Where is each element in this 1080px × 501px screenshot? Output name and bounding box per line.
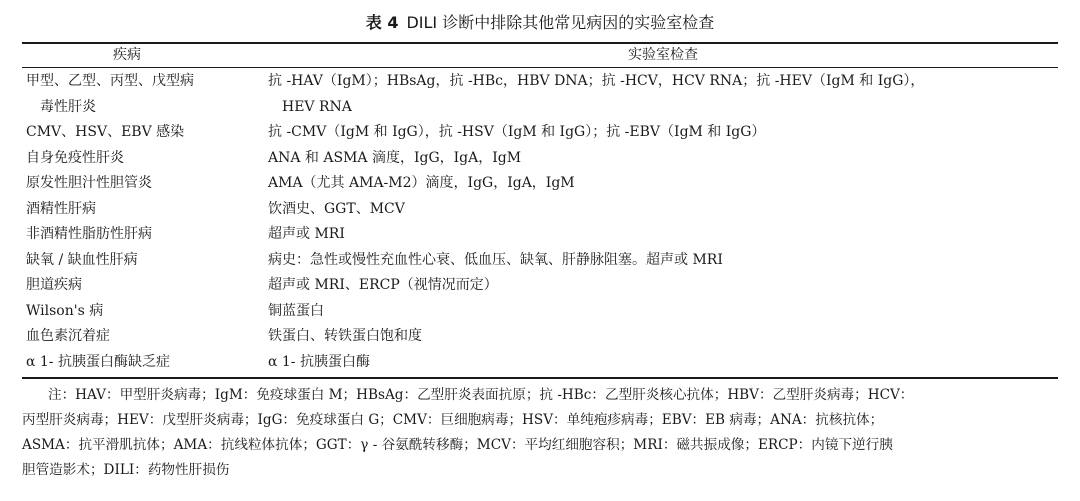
tests-cell bbox=[268, 299, 324, 325]
note-line: 注：HAV：甲型肝炎病毒；IgM：免疫球蛋白 M；HBsAg：乙型肝炎表面抗原；抗 -HBc：乙型肝炎核心抗体；HBV：乙型肝炎病毒；HCV： bbox=[48, 387, 914, 403]
table-row bbox=[22, 171, 1058, 197]
table-notes bbox=[22, 383, 1058, 483]
table-row bbox=[22, 69, 1058, 120]
disease-cell bbox=[26, 248, 138, 274]
table-row bbox=[22, 222, 1058, 248]
table-row bbox=[22, 120, 1058, 146]
tests-text: 抗 -HAV（IgM）；HBsAg，抗 -HBc，HBV DNA；抗 -HCV，HCV RNA；抗 -HEV（IgM 和 IgG）， bbox=[268, 73, 925, 89]
tests-text: 饮酒史、GGT、MCV bbox=[268, 200, 405, 217]
tests-text: 抗 -CMV（IgM 和 IgG），抗 -HSV（IgM 和 IgG）；抗 -EBV（IgM 和 IgG） bbox=[268, 124, 766, 140]
table-title-text: DILI 诊断中排除其他常见病因的实验室检查 bbox=[406, 13, 715, 32]
tests-cell bbox=[268, 171, 575, 197]
disease-text: 酒精性肝病 bbox=[26, 200, 96, 217]
tests-cell bbox=[268, 120, 765, 146]
table-row bbox=[22, 248, 1058, 274]
disease-text: Wilson's 病 bbox=[26, 302, 104, 319]
disease-cell bbox=[26, 324, 110, 350]
table-row bbox=[22, 299, 1058, 325]
disease-text: 毒性肝炎 bbox=[40, 98, 96, 115]
tests-cell bbox=[268, 324, 422, 350]
note-line: 胆管造影术；DILI：药物性肝损伤 bbox=[22, 462, 230, 478]
tests-text: ANA 和 ASMA 滴度，IgG，IgA，IgM bbox=[268, 149, 522, 166]
disease-text: 原发性胆汁性胆管炎 bbox=[26, 175, 152, 191]
disease-cell bbox=[26, 273, 82, 299]
table-row bbox=[22, 324, 1058, 350]
disease-text: α 1- 抗胰蛋白酶缺乏症 bbox=[26, 353, 170, 370]
tests-cell bbox=[268, 197, 405, 223]
tests-cell bbox=[268, 146, 521, 172]
tests-text: 超声或 MRI bbox=[268, 226, 345, 242]
disease-cell bbox=[26, 120, 184, 146]
tests-cell bbox=[268, 350, 370, 376]
header-disease: 疾病 bbox=[113, 47, 141, 63]
disease-text: 胆道疾病 bbox=[26, 277, 82, 293]
tests-cell bbox=[268, 248, 723, 274]
tests-text: AMA（尤其 AMA-M2）滴度，IgG，IgA，IgM bbox=[268, 175, 575, 191]
header-rule bbox=[22, 67, 1058, 68]
table-row bbox=[22, 197, 1058, 223]
table-row bbox=[22, 350, 1058, 376]
disease-cell bbox=[26, 350, 170, 376]
disease-text: 甲型、乙型、丙型、戊型病 bbox=[26, 73, 194, 89]
bottom-rule bbox=[22, 377, 1058, 379]
table-row bbox=[22, 273, 1058, 299]
note-line: ASMA：抗平滑肌抗体；AMA：抗线粒体抗体；GGT：γ - 谷氨酰转移酶；MCV：平均红细胞容积；MRI：磁共振成像；ERCP：内镜下逆行胰 bbox=[22, 437, 893, 453]
disease-cell bbox=[26, 299, 103, 325]
tests-text: 铜蓝蛋白 bbox=[268, 302, 324, 319]
tests-text: 铁蛋白、转铁蛋白饱和度 bbox=[268, 328, 422, 344]
disease-cell bbox=[26, 222, 152, 248]
tests-text: 超声或 MRI、ERCP（视情况而定） bbox=[268, 277, 498, 293]
disease-cell bbox=[26, 197, 96, 223]
note-line: 丙型肝炎病毒；HEV：戊型肝炎病毒；IgG：免疫球蛋白 G；CMV：巨细胞病毒；HSV：单纯疱疹病毒；EBV：EB 病毒；ANA：抗核抗体； bbox=[22, 412, 884, 428]
table-body bbox=[22, 69, 1058, 375]
tests-cell bbox=[268, 273, 498, 299]
disease-text: 非酒精性脂肪性肝病 bbox=[26, 226, 152, 242]
disease-text: 缺氧 / 缺血性肝病 bbox=[26, 251, 138, 268]
disease-cell bbox=[26, 171, 152, 197]
tests-text: 病史：急性或慢性充血性心衰、低血压、缺氧、肝静脉阻塞。超声或 MRI bbox=[268, 251, 723, 268]
disease-text: CMV、HSV、EBV 感染 bbox=[26, 124, 185, 140]
header-tests: 实验室检查 bbox=[628, 47, 698, 63]
tests-cell bbox=[268, 69, 924, 120]
table-row bbox=[22, 146, 1058, 172]
disease-cell bbox=[26, 146, 124, 172]
disease-text: 血色素沉着症 bbox=[26, 328, 110, 344]
disease-text: 自身免疫性肝炎 bbox=[26, 149, 124, 166]
tests-cell bbox=[268, 222, 345, 248]
tests-text: HEV RNA bbox=[282, 98, 352, 115]
tests-text: α 1- 抗胰蛋白酶 bbox=[268, 353, 370, 370]
table-number: 表 4 bbox=[365, 13, 399, 32]
disease-cell bbox=[26, 69, 194, 120]
table-title bbox=[0, 13, 1080, 33]
